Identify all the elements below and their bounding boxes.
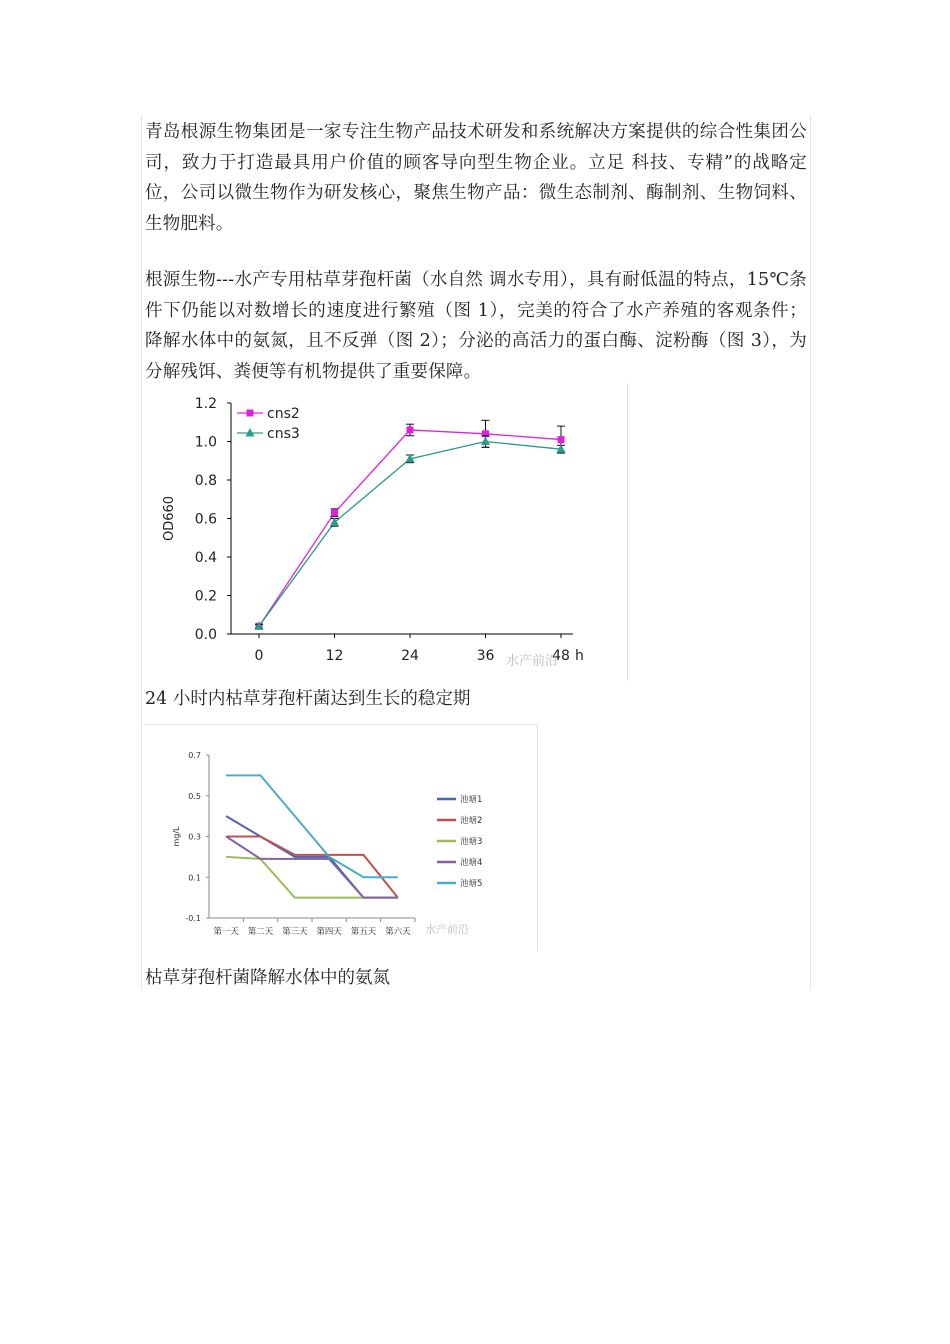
x-tick-label: 0 (254, 648, 264, 664)
x-tick-label: 第三天 (282, 927, 308, 937)
legend-marker-cns3 (246, 428, 255, 437)
data-point-cns2 (331, 509, 338, 516)
series-line-池塘1 (226, 816, 398, 898)
y-tick-label: 0.1 (188, 873, 201, 883)
legend-label-池塘3: 池塘3 (460, 837, 483, 847)
x-tick-label: 第二天 (247, 927, 274, 937)
legend-label-池塘4: 池塘4 (460, 858, 483, 868)
legend-label-池塘5: 池塘5 (460, 879, 483, 889)
y-tick-label: 0.8 (194, 473, 217, 489)
x-tick-label: 第五天 (350, 927, 377, 937)
y-tick-label: 1.2 (194, 396, 217, 412)
y-tick-label: 0.7 (188, 751, 201, 760)
x-tick-label: 第六天 (385, 927, 411, 937)
growth-curve-chart (143, 383, 627, 681)
x-unit-label: h (575, 648, 584, 664)
y-tick-label: 0.5 (188, 791, 201, 801)
y-tick-label: 0.6 (194, 511, 217, 528)
series-line-cns3 (259, 442, 561, 627)
series-line-池塘5 (226, 775, 398, 877)
x-tick-label: 48 (552, 648, 570, 664)
y-tick-label: 0.4 (194, 550, 217, 566)
growth-curve-figure (143, 383, 628, 681)
x-tick-label: 24 (401, 648, 419, 664)
legend-label-池塘1: 池塘1 (460, 795, 483, 805)
x-tick-label: 36 (476, 648, 495, 664)
legend-label-cns2: cns2 (267, 406, 300, 422)
y-axis-label: OD660 (162, 495, 177, 542)
y-tick-label: -0.1 (185, 914, 201, 923)
data-point-cns2 (558, 436, 565, 443)
intro-paragraph: 青岛根源生物集团是一家专注生物产品技术研发和系统解决方案提供的综合性集团公司，致力于打造最具用户价值的顾客导向型生物企业。立足 科技、专精”的战略定位，公司以微生物作为研发核心，聚焦生物产品：微生态制剂、酶制剂、生物饲料、生物肥料。 (145, 122, 807, 234)
x-tick-label: 第四天 (316, 927, 342, 937)
x-tick-label: 第一天 (213, 927, 239, 937)
data-point-cns2 (407, 426, 414, 433)
figure1-caption: 24 小时内枯草芽孢杆菌达到生长的稳定期 (145, 689, 471, 709)
watermark: 水产前沿 (506, 654, 559, 669)
legend-label-cns3: cns3 (267, 426, 300, 442)
y-tick-label: 1.0 (194, 434, 217, 451)
y-tick-label: 0.0 (194, 627, 217, 643)
ammonia-chart (143, 725, 537, 951)
figure2-caption: 枯草芽孢杆菌降解水体中的氨氮 (145, 968, 390, 988)
watermark: 水产前沿 (425, 923, 469, 936)
y-axis-label: mg/L (172, 826, 181, 847)
x-tick-label: 12 (325, 648, 344, 664)
y-tick-label: 0.3 (188, 832, 201, 842)
data-point-cns3 (481, 437, 490, 446)
legend-label-池塘2: 池塘2 (460, 816, 483, 826)
y-tick-label: 0.2 (194, 588, 217, 605)
series-line-池塘2 (226, 837, 398, 898)
product-paragraph: 根源生物---水产专用枯草芽孢杆菌（水自然 调水专用），具有耐低温的特点，15℃条件下仍能以对数增长的速度进行繁殖（图 1），完美的符合了水产养殖的客观条件；降解水体中的氨氮，且不反弹（图 2）；分泌的高活力的蛋白酶、淀粉酶（图 3），为分解残饵、粪便等有机物提供了重要保障。 (145, 270, 807, 382)
legend-marker-cns2 (247, 410, 254, 417)
ammonia-figure (143, 724, 538, 951)
